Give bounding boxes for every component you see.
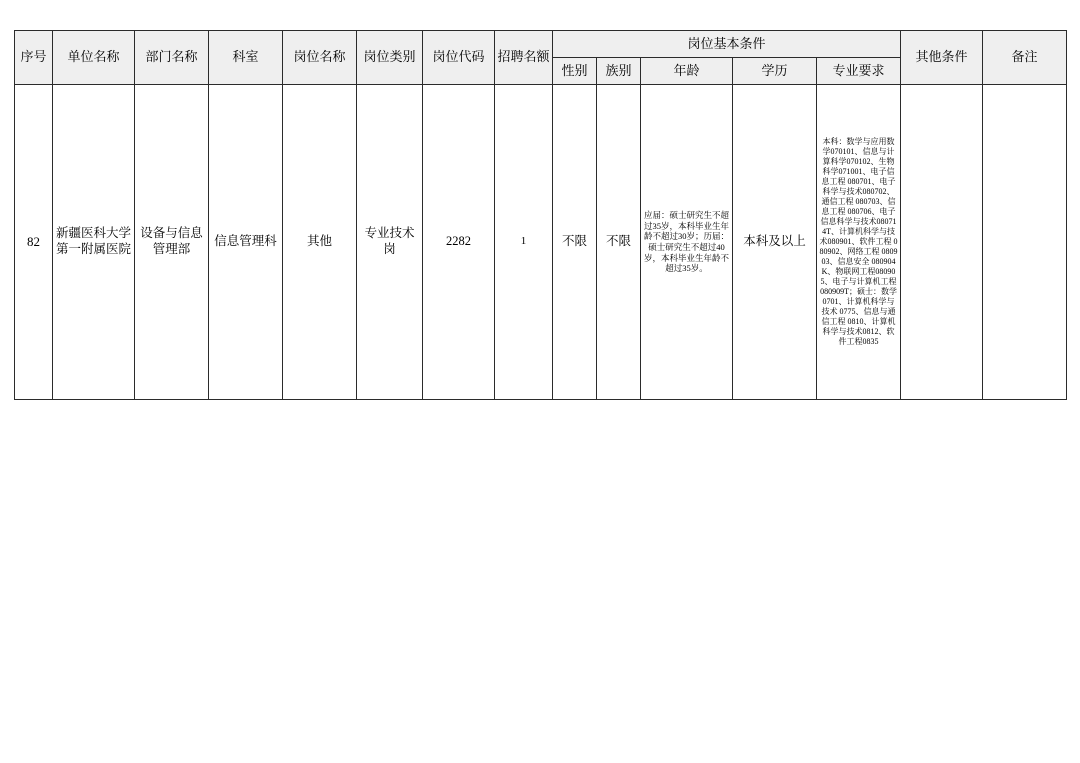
- cell-other: [901, 85, 983, 400]
- col-header-other: 其他条件: [901, 31, 983, 85]
- table-row: [15, 85, 1067, 400]
- recruitment-table: [14, 30, 1067, 400]
- col-header-gender: 性别: [553, 58, 597, 85]
- cell-jobname: 其他: [283, 85, 357, 400]
- col-header-major: 专业要求: [817, 58, 901, 85]
- cell-count: 1: [495, 85, 553, 400]
- col-header-remark: 备注: [983, 31, 1067, 85]
- cell-ethnic: 不限: [597, 85, 641, 400]
- col-header-age: 年龄: [641, 58, 733, 85]
- col-header-unit: 单位名称: [53, 31, 135, 85]
- col-header-ethnic: 族别: [597, 58, 641, 85]
- cell-age: 应届：硕士研究生不超过35岁，本科毕业生年龄不超过30岁；历届：硕士研究生不超过40岁，本科毕业生年龄不超过35岁。: [641, 85, 733, 400]
- cell-edu: 本科及以上: [733, 85, 817, 400]
- col-header-edu: 学历: [733, 58, 817, 85]
- cell-seq: 82: [15, 85, 53, 400]
- table-header: [15, 31, 1067, 85]
- cell-unit: 新疆医科大学第一附属医院: [53, 85, 135, 400]
- cell-dept: 设备与信息管理部: [135, 85, 209, 400]
- col-header-group-basic-conditions: 岗位基本条件: [553, 31, 901, 58]
- cell-jobcode: 2282: [423, 85, 495, 400]
- col-header-jobtype: 岗位类别: [357, 31, 423, 85]
- cell-jobtype: 专业技术岗: [357, 85, 423, 400]
- cell-remark: [983, 85, 1067, 400]
- table-body: [15, 85, 1067, 400]
- col-header-jobname: 岗位名称: [283, 31, 357, 85]
- cell-gender: 不限: [553, 85, 597, 400]
- cell-major: 本科：数学与应用数学070101、信息与计算科学070102、生物科学071001、电子信息工程 080701、电子科学与技术080702、通信工程 080703、信息工程 080706、电子信息科学与技术080714T、计算机科学与技术080901、软件工程 080902、网络工程 080903、信息安全 080904K、物联网工程080905、电子与计算机工程080909T；硕士：数学 0701、计算机科学与技术 0775、信息与通信工程 0810、计算机科学与技术0812、软件工程0835: [817, 85, 901, 400]
- col-header-dept: 部门名称: [135, 31, 209, 85]
- col-header-count: 招聘名额: [495, 31, 553, 85]
- col-header-jobcode: 岗位代码: [423, 31, 495, 85]
- col-header-seq: 序号: [15, 31, 53, 85]
- cell-office: 信息管理科: [209, 85, 283, 400]
- col-header-office: 科室: [209, 31, 283, 85]
- header-row-top: [15, 31, 1067, 58]
